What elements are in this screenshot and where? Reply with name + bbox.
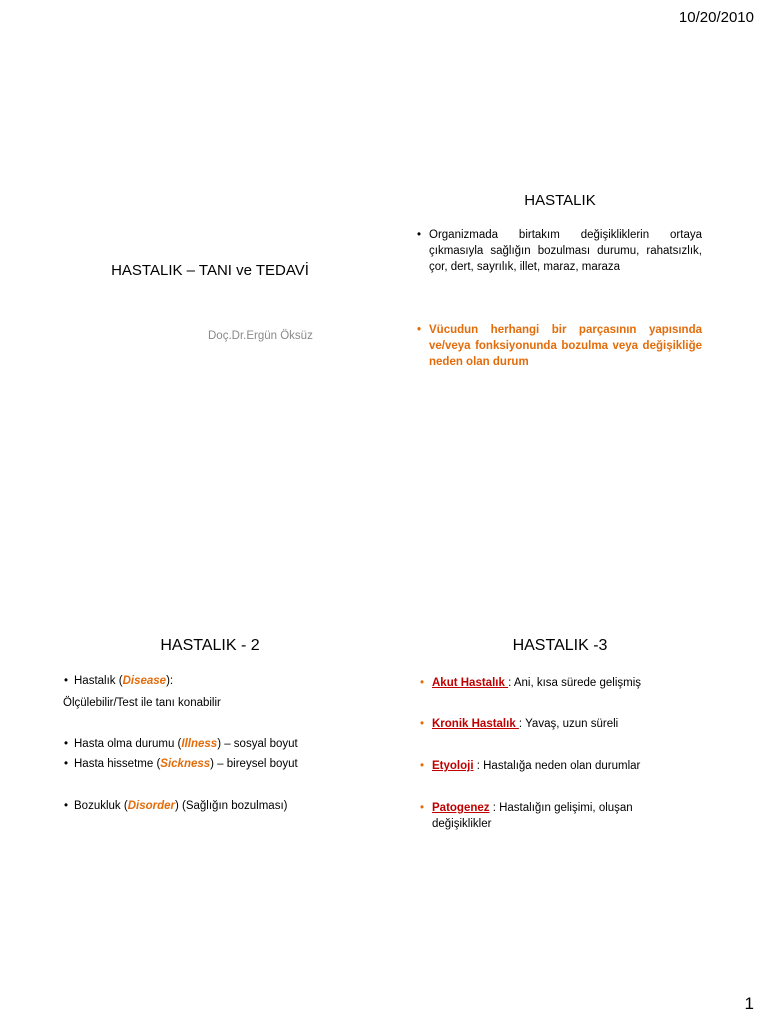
slide4-item-pathogenesis	[420, 800, 660, 832]
term-highlight: Etyoloji	[432, 760, 474, 772]
bullet-icon: •	[420, 802, 425, 814]
bullet-icon: •	[64, 675, 69, 687]
slide3-item-disorder	[64, 800, 288, 812]
slide4-title: HASTALIK -3	[512, 637, 608, 654]
bullet-icon: •	[64, 758, 69, 770]
term-highlight: Disease	[122, 675, 167, 687]
bullet-icon: •	[420, 718, 425, 730]
item-text: ):	[166, 675, 174, 687]
term-highlight: Disorder	[127, 800, 175, 812]
term-highlight: Akut Hastalık	[432, 677, 509, 689]
slide2-bullet-1-text: Organizmada birtakım değişikliklerin ortaya çıkmasıyla sağlığın bozulması durumu, rahatsızlık, çor, dert, sayrılık, illet, maraz, maraza	[429, 229, 702, 273]
slide3-item-sickness	[64, 758, 298, 770]
item-text: : Hastalığa neden olan durumlar	[476, 760, 641, 772]
slide2-bullet-2	[417, 322, 702, 370]
slide1-author: Doç.Dr.Ergün Öksüz	[208, 330, 313, 342]
item-text: : Yavaş, uzun süreli	[518, 718, 619, 730]
bullet-icon: •	[64, 800, 69, 812]
slide2-title: HASTALIK	[524, 192, 596, 209]
item-text: ) – sosyal boyut	[217, 738, 298, 750]
item-text: ) (Sağlığın bozulması)	[174, 800, 288, 812]
slide1-title: HASTALIK – TANI ve TEDAVİ	[111, 262, 309, 279]
slide3-title: HASTALIK - 2	[160, 637, 260, 654]
bullet-icon: •	[417, 229, 422, 241]
item-text: ) – bireysel boyut	[210, 758, 298, 770]
item-text: : Hastalığın gelişimi, oluşan değişiklikler	[432, 802, 633, 830]
slide4-item-etiology	[420, 758, 710, 774]
item-text: Hasta hissetme (	[74, 758, 161, 770]
term-highlight: Illness	[181, 738, 218, 750]
term-highlight: Patogenez	[432, 802, 490, 814]
item-text: Bozukluk (	[74, 800, 128, 812]
bullet-icon: •	[420, 677, 425, 689]
item-text: Hasta olma durumu (	[74, 738, 182, 750]
term-highlight: Kronik Hastalık	[432, 718, 519, 730]
slide4-item-chronic	[420, 716, 710, 732]
bullet-icon: •	[417, 324, 422, 336]
page-date: 10/20/2010	[678, 9, 754, 26]
slide3-item-illness	[64, 738, 298, 750]
slide4-item-acute	[420, 675, 710, 691]
bullet-icon: •	[64, 738, 69, 750]
item-text: Hastalık (	[74, 675, 123, 687]
item-text: : Ani, kısa sürede gelişmiş	[508, 677, 642, 689]
term-highlight: Sickness	[160, 758, 211, 770]
slide2-bullet-1	[417, 227, 702, 275]
slide3-line-measurable: Ölçülebilir/Test ile tanı konabilir	[63, 697, 221, 709]
page-number: 1	[744, 994, 754, 1013]
slide2-bullet-2-text: Vücudun herhangi bir parçasının yapısında ve/veya fonksiyonunda bozulma veya değişikliğe neden olan durum	[429, 324, 702, 368]
bullet-icon: •	[420, 760, 425, 772]
slide3-item-disease	[64, 675, 174, 687]
